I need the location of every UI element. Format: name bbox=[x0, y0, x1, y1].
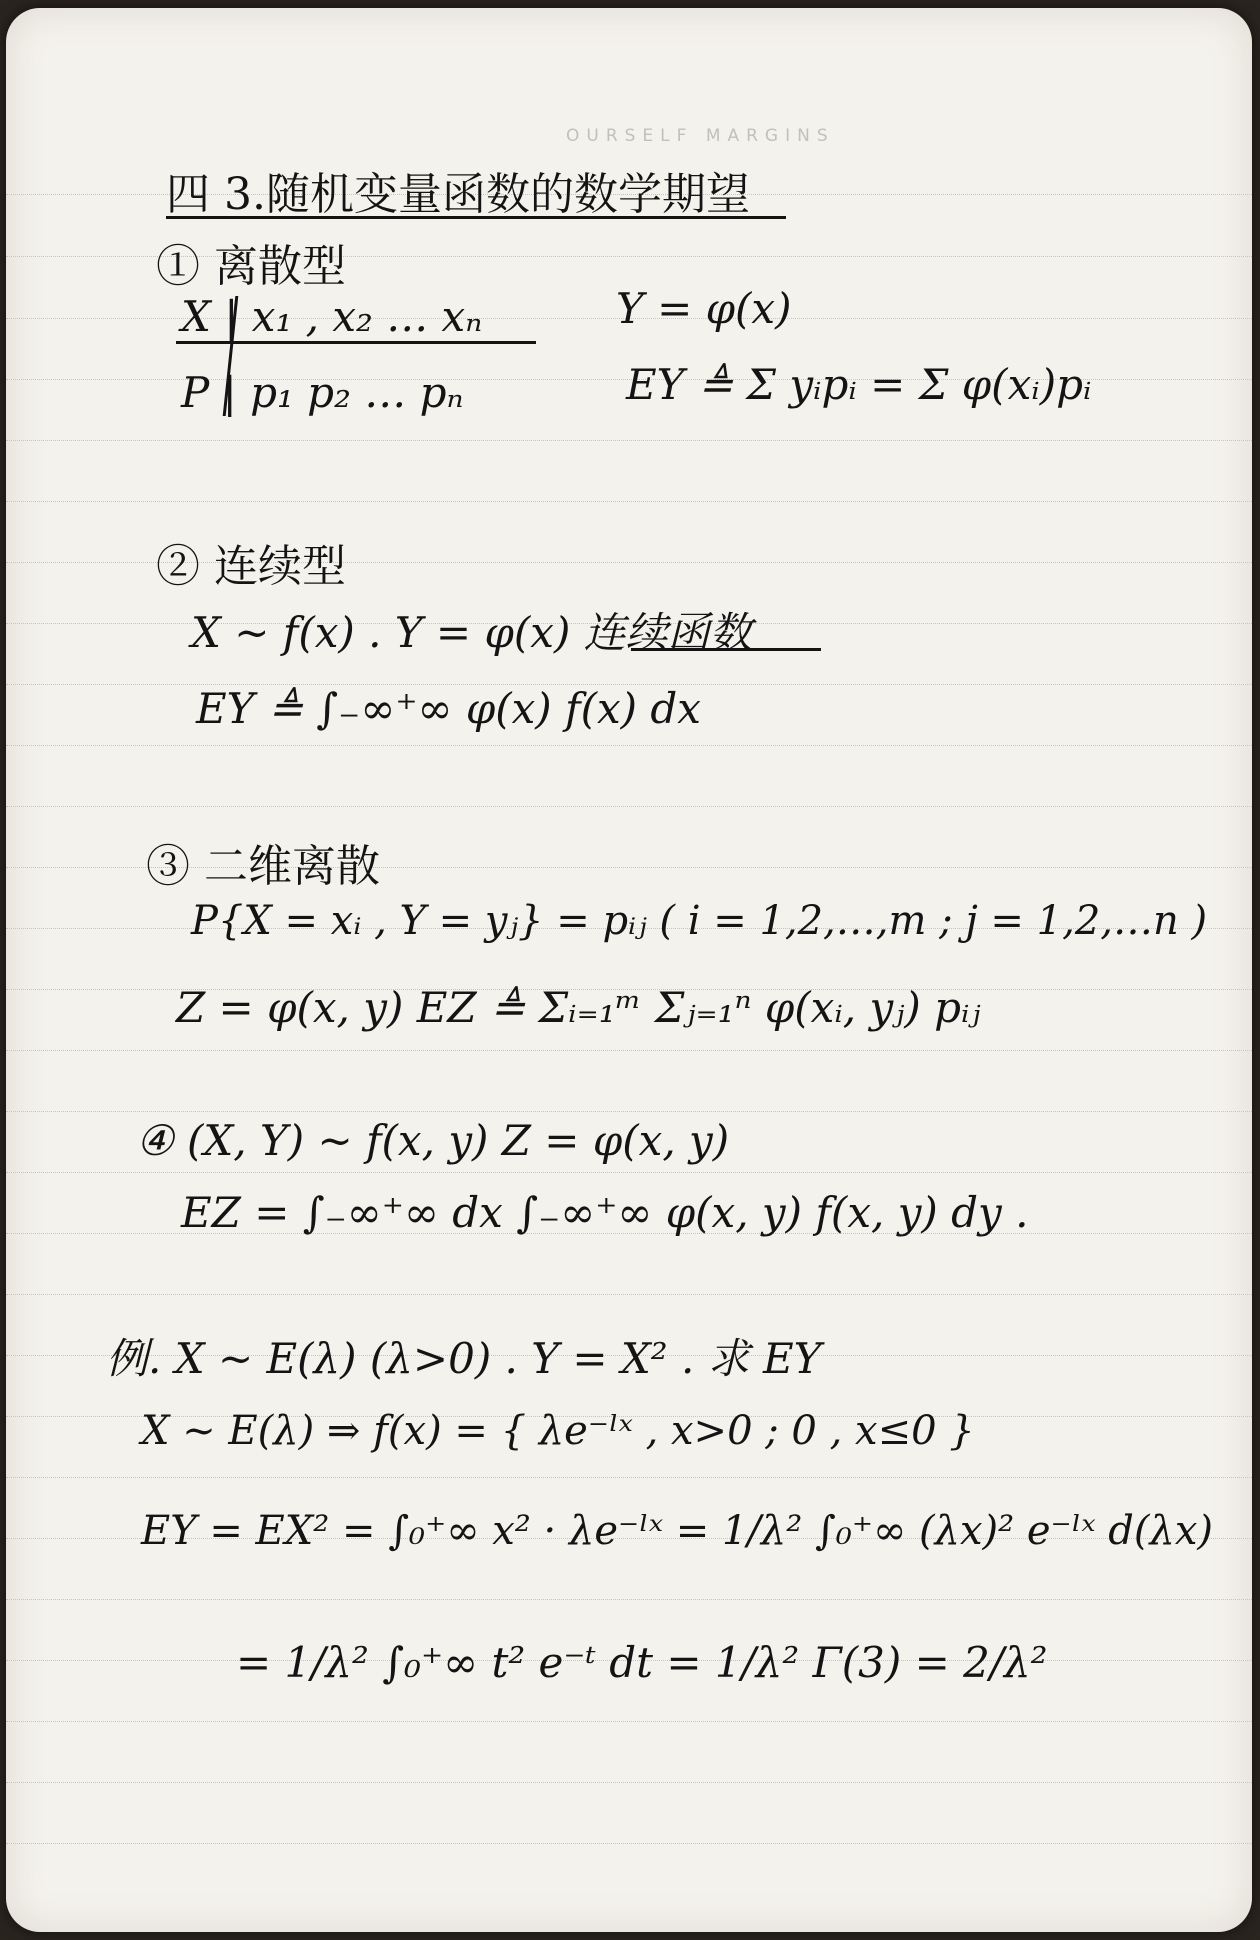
example-step-2: = 1/λ² ∫₀⁺∞ t² e⁻ᵗ dt = 1/λ² Γ(3) = 2/λ² bbox=[236, 1638, 1048, 1687]
discrete-expectation-formula: EY ≜ Σ yᵢpᵢ = Σ φ(xᵢ)pᵢ bbox=[626, 360, 1092, 409]
title-underline bbox=[166, 216, 786, 219]
section-bivariate-discrete-heading: ③ 二维离散 bbox=[146, 841, 380, 892]
section-bivariate-continuous-heading: ④ (X, Y) ~ f(x, y) Z = φ(x, y) bbox=[136, 1116, 730, 1165]
continuous-expectation-formula: EY ≜ ∫₋∞⁺∞ φ(x) f(x) dx bbox=[196, 684, 701, 733]
discrete-table-probability-row: P | p₁ p₂ … pₙ bbox=[181, 368, 464, 417]
section-discrete-heading: ① 离散型 bbox=[156, 241, 346, 292]
discrete-table-values-row: X | x₁ , x₂ … xₙ bbox=[181, 292, 483, 341]
bivariate-discrete-distribution: P{X = xᵢ , Y = yⱼ} = pᵢⱼ ( i = 1,2,…,m ; j = 1,2,…n ) bbox=[191, 898, 1208, 944]
bivariate-discrete-expectation: Z = φ(x, y) EZ ≜ Σᵢ₌₁ᵐ Σⱼ₌₁ⁿ φ(xᵢ, yⱼ) pᵢⱼ bbox=[176, 983, 981, 1032]
example-statement: 例. X ~ E(λ) (λ>0) . Y = X² . 求 EY bbox=[106, 1334, 822, 1383]
continuous-distribution: X ~ f(x) . Y = φ(x) 连续函数 bbox=[191, 608, 752, 657]
discrete-function: Y = φ(x) bbox=[616, 284, 792, 333]
notebook-page bbox=[6, 8, 1252, 1932]
page-title: 四 3.随机变量函数的数学期望 bbox=[166, 169, 750, 220]
section-continuous-heading: ② 连续型 bbox=[156, 541, 346, 592]
continuous-function-underline bbox=[631, 648, 821, 651]
example-density: X ~ E(λ) ⇒ f(x) = { λe⁻ˡˣ , x>0 ; 0 , x≤0 } bbox=[141, 1408, 975, 1454]
example-step-1: EY = EX² = ∫₀⁺∞ x² · λe⁻ˡˣ = 1/λ² ∫₀⁺∞ (λx)² e⁻ˡˣ d(λx) bbox=[141, 1508, 1214, 1554]
bivariate-continuous-expectation: EZ = ∫₋∞⁺∞ dx ∫₋∞⁺∞ φ(x, y) f(x, y) dy . bbox=[181, 1188, 1029, 1237]
notebook-watermark: OURSELF MARGINS bbox=[566, 126, 835, 146]
